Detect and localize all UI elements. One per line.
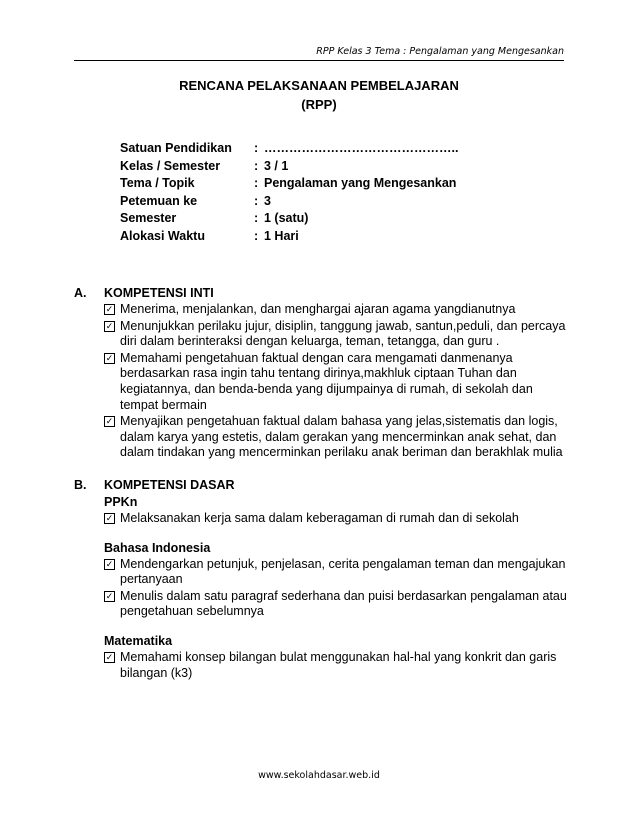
item-text: Menerima, menjalankan, dan menghargai ajaran agama yangdianutnya xyxy=(120,302,516,316)
section-title: KOMPETENSI INTI xyxy=(104,286,214,300)
list-item xyxy=(104,414,574,461)
info-row xyxy=(120,210,458,228)
info-colon: : xyxy=(254,158,259,173)
item-text: Menunjukkan perilaku jujur, disiplin, tanggung jawab, santun,peduli, dan percaya diri dalam berinteraksi dengan keluarga, teman, tetangga, dan guru . xyxy=(120,318,566,349)
item-list xyxy=(104,557,574,620)
document-title xyxy=(0,76,638,114)
item-text: Melaksanakan kerja sama dalam keberagaman di rumah dan di sekolah xyxy=(120,511,519,525)
subject-heading-matematika: Matematika xyxy=(104,633,173,648)
info-value: ……………………………………….. xyxy=(264,141,459,155)
info-row xyxy=(120,175,458,193)
footer-url: www.sekolahdasar.web.id xyxy=(258,770,380,781)
subject-heading-ppkn: PPKn xyxy=(104,495,138,509)
checkbox-icon: ✓ xyxy=(105,558,114,569)
info-row xyxy=(120,158,458,176)
info-row xyxy=(120,140,458,158)
info-label: Kelas / Semester xyxy=(120,158,221,173)
section-letter: B. xyxy=(74,478,87,492)
info-value: 1 Hari xyxy=(264,228,299,243)
item-list xyxy=(104,302,574,461)
item-text: Menyajikan pengetahuan faktual dalam bahasa yang jelas,sistematis dan logis, dalam karya yang estetis, dalam gerakan yang mencerminkan anak sehat, dan dalam tindakan yang mencerminkan perilaku anak beriman dan berakhlak mulia xyxy=(120,414,563,460)
identity-table xyxy=(120,140,458,246)
info-label: Petemuan ke xyxy=(120,193,198,208)
checkbox-icon: ✓ xyxy=(105,304,114,314)
list-item xyxy=(104,302,574,318)
item-text: Memahami pengetahuan faktual dengan cara mengamati danmenanya berdasarkan rasa ingin tahu tentang dirinya,makhluk ciptaan Tuhan dan kegiatannya, dan benda-benda yang dijumpainya di rumah, di sekolah dan tempat bermain xyxy=(120,350,533,412)
list-item xyxy=(104,351,574,413)
list-item xyxy=(104,319,574,350)
info-label: Semester xyxy=(120,211,177,226)
checkbox-icon: ✓ xyxy=(105,416,114,427)
list-item xyxy=(104,557,574,588)
info-value: Pengalaman yang Mengesankan xyxy=(264,176,457,191)
info-colon: : xyxy=(254,211,259,226)
section-title: KOMPETENSI DASAR xyxy=(104,478,235,492)
checkbox-icon: ✓ xyxy=(105,320,114,331)
header-rule xyxy=(74,60,564,61)
info-colon: : xyxy=(254,176,259,191)
info-value: 3 / 1 xyxy=(264,158,289,173)
title-line-1: RENCANA PELAKSANAAN PEMBELAJARAN xyxy=(179,78,459,93)
info-label: Satuan Pendidikan xyxy=(120,141,232,155)
list-item xyxy=(104,511,574,527)
section-heading xyxy=(74,284,574,302)
info-value: 1 (satu) xyxy=(264,211,309,226)
info-colon: : xyxy=(254,141,259,155)
item-list xyxy=(104,511,574,527)
info-row xyxy=(120,193,458,211)
checkbox-icon: ✓ xyxy=(105,590,114,601)
item-list xyxy=(104,650,574,681)
section-kompetensi-inti xyxy=(74,284,574,462)
item-text: Memahami konsep bilangan bulat menggunakan hal-hal yang konkrit dan garis bilangan (k3) xyxy=(120,649,557,680)
info-row xyxy=(120,228,458,246)
list-item xyxy=(104,650,574,681)
running-header: RPP Kelas 3 Tema : Pengalaman yang Mengesankan xyxy=(316,46,564,57)
spacer xyxy=(74,528,574,540)
section-letter: A. xyxy=(74,286,87,300)
item-text: Menulis dalam satu paragraf sederhana dan puisi berdasarkan pengalaman atau pengetahuan sebelumnya xyxy=(120,588,567,619)
section-heading xyxy=(74,476,574,494)
info-value: 3 xyxy=(264,193,271,208)
subject-heading-bahasa-indonesia: Bahasa Indonesia xyxy=(104,540,211,555)
info-label: Alokasi Waktu xyxy=(120,228,205,243)
info-colon: : xyxy=(254,228,259,243)
list-item xyxy=(104,589,574,620)
checkbox-icon: ✓ xyxy=(105,513,114,523)
spacer xyxy=(74,621,574,633)
section-kompetensi-dasar xyxy=(74,476,574,682)
info-colon: : xyxy=(254,193,259,208)
info-label: Tema / Topik xyxy=(120,176,195,191)
title-line-2: (RPP) xyxy=(301,97,337,112)
checkbox-icon: ✓ xyxy=(105,352,114,363)
checkbox-icon: ✓ xyxy=(105,651,114,662)
item-text: Mendengarkan petunjuk, penjelasan, cerita pengalaman teman dan mengajukan pertanyaan xyxy=(120,556,566,587)
